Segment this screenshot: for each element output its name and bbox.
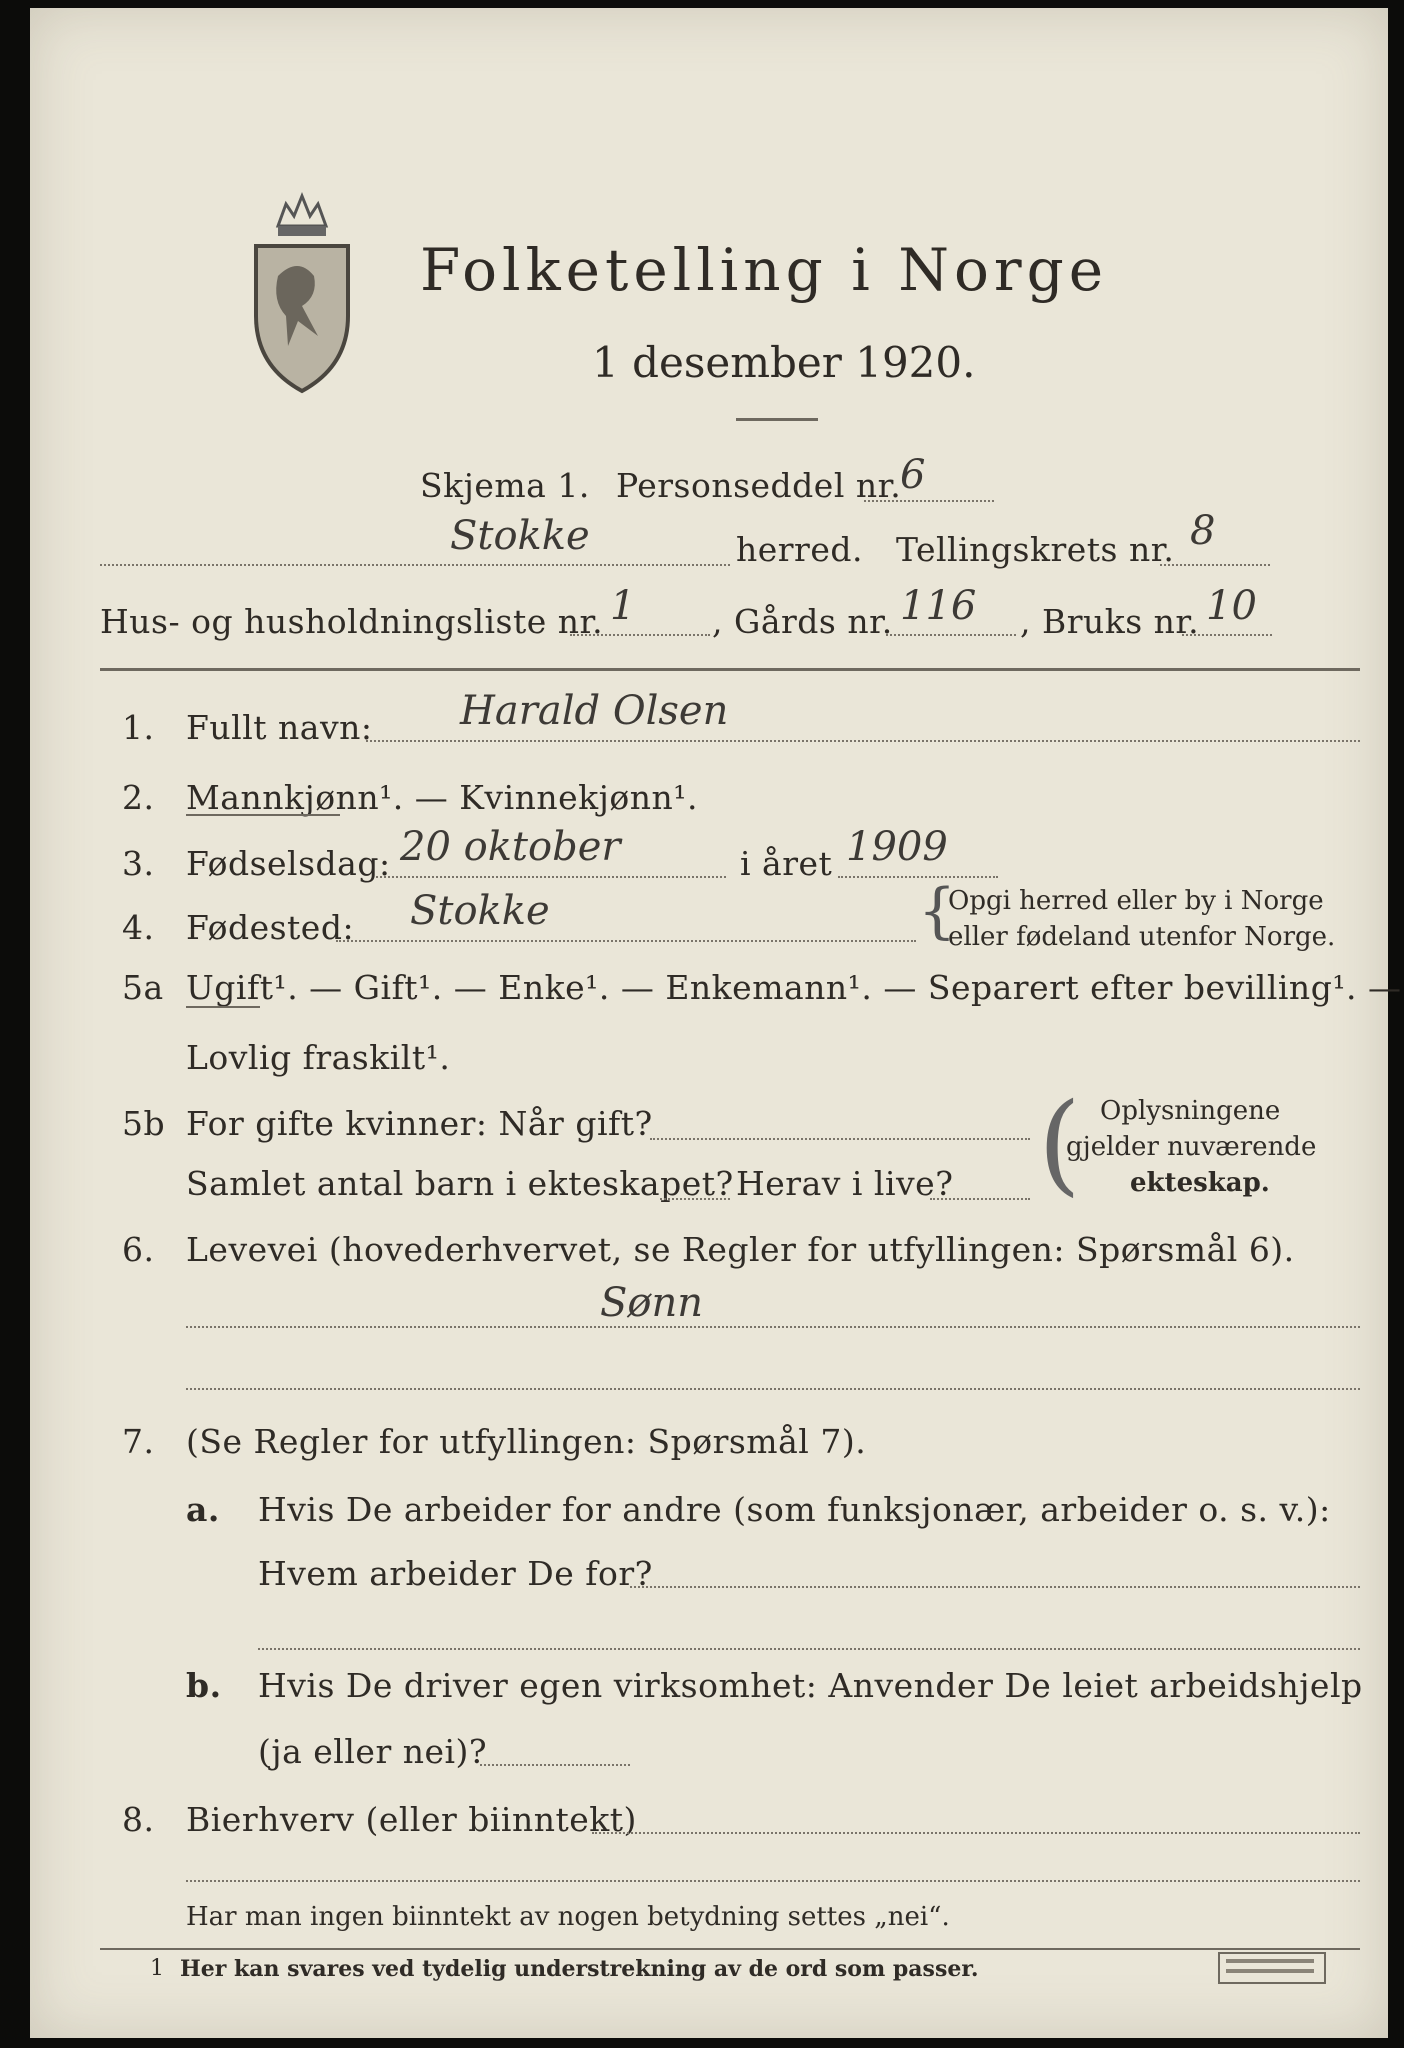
krets-line (1160, 564, 1270, 566)
herred-line (100, 564, 730, 566)
herred-value: Stokke (450, 513, 590, 559)
q7-label: (Se Regler for utfyllingen: Spørsmål 7). (186, 1422, 867, 1461)
krets-label: Tellingskrets nr. (896, 530, 1175, 569)
q8-number: 8. (122, 1800, 155, 1839)
census-date: 1 desember 1920. (592, 338, 976, 387)
q2-number: 2. (122, 778, 155, 817)
coat-of-arms-icon (248, 186, 356, 396)
q5b-alive-label: Herav i live? (736, 1164, 954, 1203)
bruks-line (1182, 634, 1272, 636)
q3-line (376, 876, 726, 878)
footnote-mark: 1 (150, 1956, 164, 1981)
q6-number: 6. (122, 1230, 155, 1269)
q1-value: Harald Olsen (460, 688, 729, 734)
q5b-married-line (650, 1138, 1030, 1140)
q3-year-value: 1909 (846, 824, 948, 870)
q5b-children-label: Samlet antal barn i ekteskapet? (186, 1164, 734, 1203)
q2-options: Mannkjønn¹. — Kvinnekjønn¹. (186, 778, 698, 817)
q6-value: Sønn (600, 1280, 704, 1326)
q5b-alive-line (930, 1198, 1030, 1200)
q5b-children-line (660, 1198, 730, 1200)
q1-label: Fullt navn: (186, 708, 373, 747)
census-form-page (30, 8, 1402, 2038)
gards-line (886, 634, 1016, 636)
q5b-note-line1: Oplysningene (1100, 1096, 1281, 1126)
hus-value: 1 (610, 583, 636, 629)
footer-divider (100, 1948, 1360, 1950)
q4-note-line2: eller fødeland utenfor Norge. (948, 922, 1336, 952)
q7a-line1: Hvis De arbeider for andre (som funksjonær, arbeider o. s. v.): (258, 1490, 1331, 1529)
q4-line (336, 940, 916, 942)
q5b-note-line3: ekteskap. (1130, 1168, 1270, 1198)
q8-line2 (186, 1880, 1360, 1882)
q4-note-line1: Opgi herred eller by i Norge (948, 886, 1324, 916)
q6-label: Levevei (hovederhvervet, se Regler for utfyllingen: Spørsmål 6). (186, 1230, 1295, 1269)
printer-stamp (1218, 1952, 1326, 1984)
q2-underline-mann (186, 814, 340, 816)
q4-brace: { (918, 876, 957, 946)
q5b-line1: For gifte kvinner: Når gift? (186, 1104, 653, 1143)
title-divider (736, 418, 818, 421)
q6-line2 (186, 1388, 1360, 1390)
hus-label: Hus- og husholdningsliste nr. (100, 602, 604, 641)
person-number-value: 6 (900, 452, 926, 498)
header-divider (100, 668, 1360, 671)
q7b-number: b. (186, 1666, 222, 1705)
footnote-text: Her kan svares ved tydelig understrekning av de ord som passer. (180, 1956, 979, 1982)
hus-line (570, 634, 710, 636)
q5a-line1: Ugift¹. — Gift¹. — Enke¹. — Enkemann¹. — Separert efter bevilling¹. — (186, 968, 1402, 1007)
q5a-line2: Lovlig fraskilt¹. (186, 1038, 451, 1077)
q7a-extra-line (258, 1648, 1360, 1650)
q3-value: 20 oktober (400, 824, 621, 870)
person-number-label: Personseddel nr. (616, 466, 902, 505)
q1-number: 1. (122, 708, 155, 747)
q8-line1 (592, 1832, 1360, 1834)
bruks-value: 10 (1206, 583, 1257, 629)
bruks-label: , Bruks nr. (1020, 602, 1200, 641)
q4-label: Fødested: (186, 908, 355, 947)
schema-label: Skjema 1. (420, 466, 590, 505)
q6-line1 (186, 1326, 1360, 1328)
q7a-line2: Hvem arbeider De for? (258, 1554, 653, 1593)
q8-label: Bierhverv (eller biinntekt) (186, 1800, 637, 1839)
q7-number: 7. (122, 1422, 155, 1461)
form-title: Folketelling i Norge (420, 236, 1109, 304)
q5a-underline-ugift (186, 1006, 260, 1008)
q5b-brace: ( (1038, 1079, 1081, 1207)
q7b-answer-line (480, 1764, 630, 1766)
q5b-note-line2: gjelder nuværende (1066, 1132, 1317, 1162)
q7a-employer-line (630, 1586, 1360, 1588)
krets-value: 8 (1190, 508, 1216, 554)
herred-label: herred. (736, 530, 863, 569)
q3-label: Fødselsdag: (186, 844, 391, 883)
q7b-line2: (ja eller nei)? (258, 1732, 488, 1771)
person-number-line (864, 500, 994, 502)
q3-year-label: i året (740, 844, 833, 883)
gards-label: , Gårds nr. (712, 602, 893, 641)
q7a-number: a. (186, 1490, 220, 1529)
q4-value: Stokke (410, 888, 550, 934)
footer-note: Har man ingen biinntekt av nogen betydning settes „nei“. (186, 1902, 950, 1932)
q5a-number: 5a (122, 968, 164, 1007)
q3-number: 3. (122, 844, 155, 883)
gards-value: 116 (900, 583, 977, 629)
q1-line (366, 740, 1360, 742)
q7b-line1: Hvis De driver egen virksomhet: Anvender De leiet arbeidshjelp (258, 1666, 1363, 1705)
q5b-number: 5b (122, 1104, 166, 1143)
q4-number: 4. (122, 908, 155, 947)
